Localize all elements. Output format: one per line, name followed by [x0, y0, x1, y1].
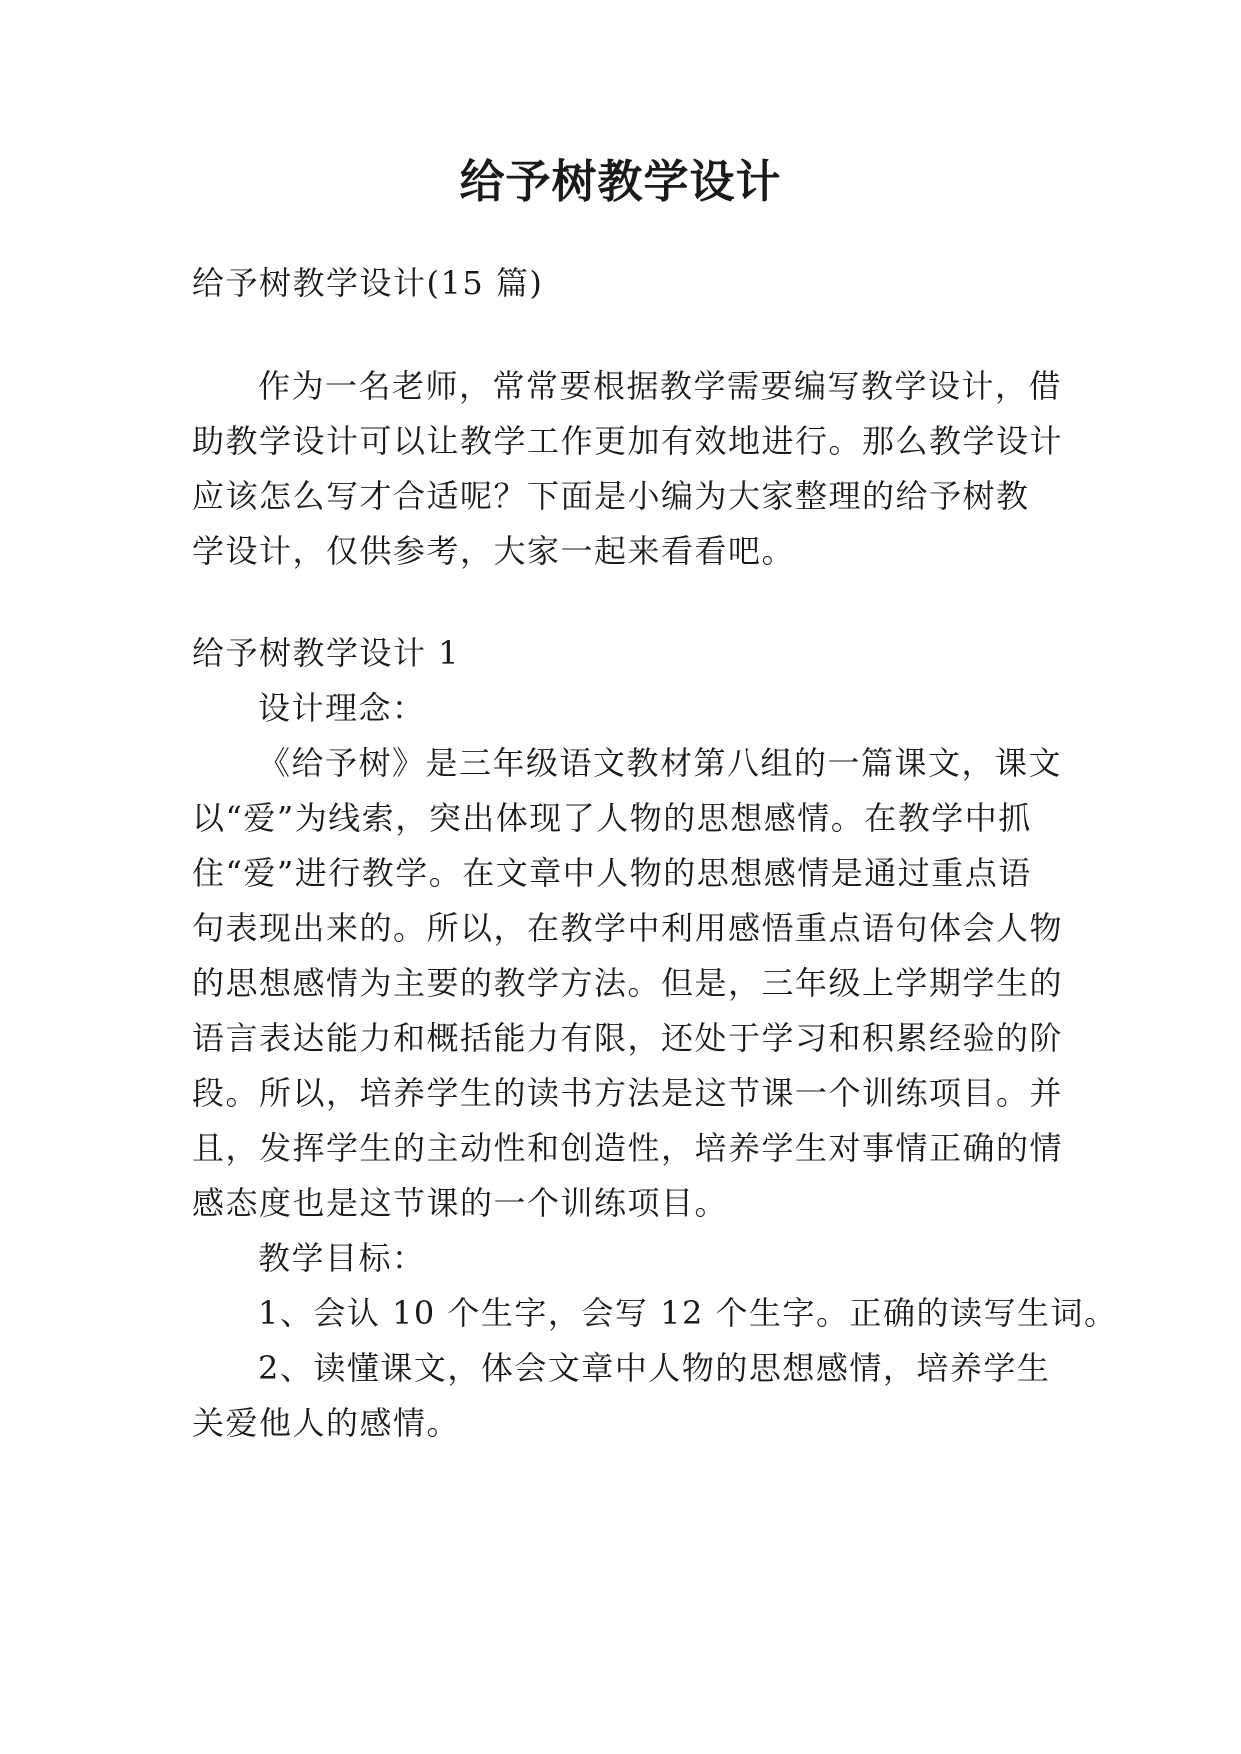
goal-item-2: 2、读懂课文，体会文章中人物的思想感情，培养学生: [258, 1349, 1051, 1387]
concept-line: 段。所以，培养学生的读书方法是这节课一个训练项目。并: [192, 1074, 1064, 1112]
concept-line: 且，发挥学生的主动性和创造性，培养学生对事情正确的情: [192, 1129, 1064, 1167]
concept-line: 住“爱”进行教学。在文章中人物的思想感情是通过重点语: [192, 854, 1032, 892]
concept-heading: 设计理念：: [258, 689, 426, 727]
intro-line: 应该怎么写才合适呢？下面是小编为大家整理的给予树教: [192, 477, 1030, 515]
document-title: 给予树教学设计: [459, 155, 782, 208]
concept-line: 语言表达能力和概括能力有限，还处于学习和积累经验的阶: [192, 1019, 1064, 1057]
document-subtitle: 给予树教学设计(15 篇): [192, 264, 544, 302]
goals-heading: 教学目标：: [258, 1239, 426, 1277]
section-heading: 给予树教学设计 1: [192, 634, 461, 672]
intro-line: 作为一名老师，常常要根据教学需要编写教学设计，借: [258, 367, 1063, 405]
concept-line: 以“爱”为线索，突出体现了人物的思想感情。在教学中抓: [192, 799, 1032, 837]
concept-line: 感态度也是这节课的一个训练项目。: [192, 1184, 729, 1222]
intro-line: 学设计，仅供参考，大家一起来看看吧。: [192, 532, 796, 570]
goal-item-1: 1、会认 10 个生字，会写 12 个生字。正确的读写生词。: [258, 1294, 1118, 1332]
concept-line: 《给予树》是三年级语文教材第八组的一篇课文，课文: [258, 744, 1063, 782]
intro-line: 助教学设计可以让教学工作更加有效地进行。那么教学设计: [192, 422, 1064, 460]
goal-item-2-continuation: 关爱他人的感情。: [192, 1404, 461, 1442]
concept-line: 句表现出来的。所以，在教学中利用感悟重点语句体会人物: [192, 909, 1064, 947]
concept-line: 的思想感情为主要的教学方法。但是，三年级上学期学生的: [192, 964, 1064, 1002]
